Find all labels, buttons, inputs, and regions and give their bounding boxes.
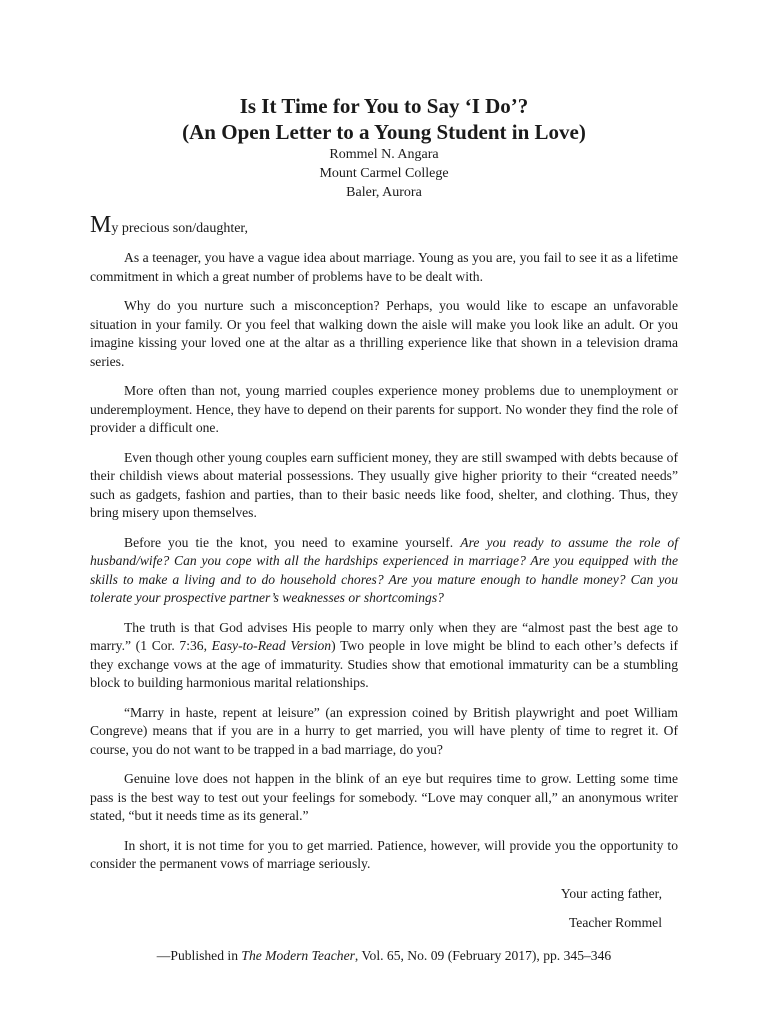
title-line-2: (An Open Letter to a Young Student in Love)	[182, 120, 586, 144]
paragraph-5	[90, 534, 678, 608]
paragraph-3: More often than not, young married couples experience money problems due to unemployment or underemployment. Hence, they have to depend on their parents for support. No wonder they find the role of provider a difficult one.	[90, 383, 678, 435]
paragraph-4: Even though other young couples earn sufficient money, they are still swamped with debts because of their childish views about material possessions. They usually give higher priority to their “created needs” such as gadgets, fashion and parties, than to their basic needs like food, shelter, and clothing. Thus, they bring misery upon themselves.	[90, 449, 678, 520]
paragraph-8: Genuine love does not happen in the blink of an eye but requires time to grow. Letting some time pass is the best way to test out your feelings for somebody. “Love may conquer all,” an anonymous writer stated, “but it needs time as its general.”	[90, 771, 678, 823]
paragraph-5-questions: Are you ready to assume the role of husband/wife? Can you cope with all the hardships experienced in marriage? Are you equipped with the skills to make a living and to do household chores? Are you mature enough to handle money? Can you tolerate your prospective partner’s weaknesses or shortcomings?	[90, 534, 678, 605]
paragraph-6	[90, 619, 678, 693]
paragraph-6-text-a: The truth is that God advises His people to marry only when they are “almost past the best age to marry.” (1 Cor. 7:36,	[90, 619, 678, 653]
paragraph-6-bible-version: Easy-to-Read Version	[211, 638, 332, 653]
publication-note	[90, 947, 678, 965]
author-affiliation: Mount Carmel College	[319, 166, 449, 181]
paragraph-7: “Marry in haste, repent at leisure” (an expression coined by British playwright and poet William Congreve) means that if you are in a hurry to get married, you will have plenty of time to regret it. Of course, you do not want to be trapped in a bad marriage, do you?	[90, 704, 678, 757]
author-location: Baler, Aurora	[346, 185, 422, 200]
publication-title: The Modern Teacher	[241, 947, 355, 963]
title-line-1: Is It Time for You to Say ‘I Do’?	[239, 94, 529, 118]
salutation-text: y precious son/daughter,	[111, 221, 249, 236]
salutation-initial: M	[90, 212, 112, 238]
paragraph-6-text-b: ) Two people in love might be blind to each other’s defects if they exchange vows at the age of immaturity. Studies show that emotional immaturity can be a stumbling block to building harmonious marital relationships.	[90, 638, 678, 690]
publication-note-details: , Vol. 65, No. 09 (February 2017), pp. 345–346	[354, 947, 612, 963]
paragraph-2: Why do you nurture such a misconception? Perhaps, you would like to escape an unfavorable situation in your family. Or you feel that walking down the aisle will make you look like an adult. Or you imagine kissing your loved one at the altar as a thrilling experience like that shown in a television drama series.	[90, 298, 678, 369]
closing-phrase: Your acting father,	[560, 885, 662, 901]
signature: Teacher Rommel	[568, 915, 662, 930]
paragraph-1: As a teenager, you have a vague idea about marriage. Young as you are, you fail to see it as a lifetime commitment in which a great number of problems have to be dealt with.	[90, 250, 678, 284]
paragraph-5-text: Before you tie the knot, you need to examine yourself.	[124, 534, 461, 550]
letter-closing	[90, 885, 678, 933]
author-name: Rommel N. Angara	[329, 147, 439, 162]
publication-note-prefix: —Published in	[156, 947, 242, 963]
salutation	[90, 212, 678, 238]
paragraph-9: In short, it is not time for you to get married. Patience, however, will provide you the opportunity to consider the permanent vows of marriage seriously.	[90, 837, 678, 871]
